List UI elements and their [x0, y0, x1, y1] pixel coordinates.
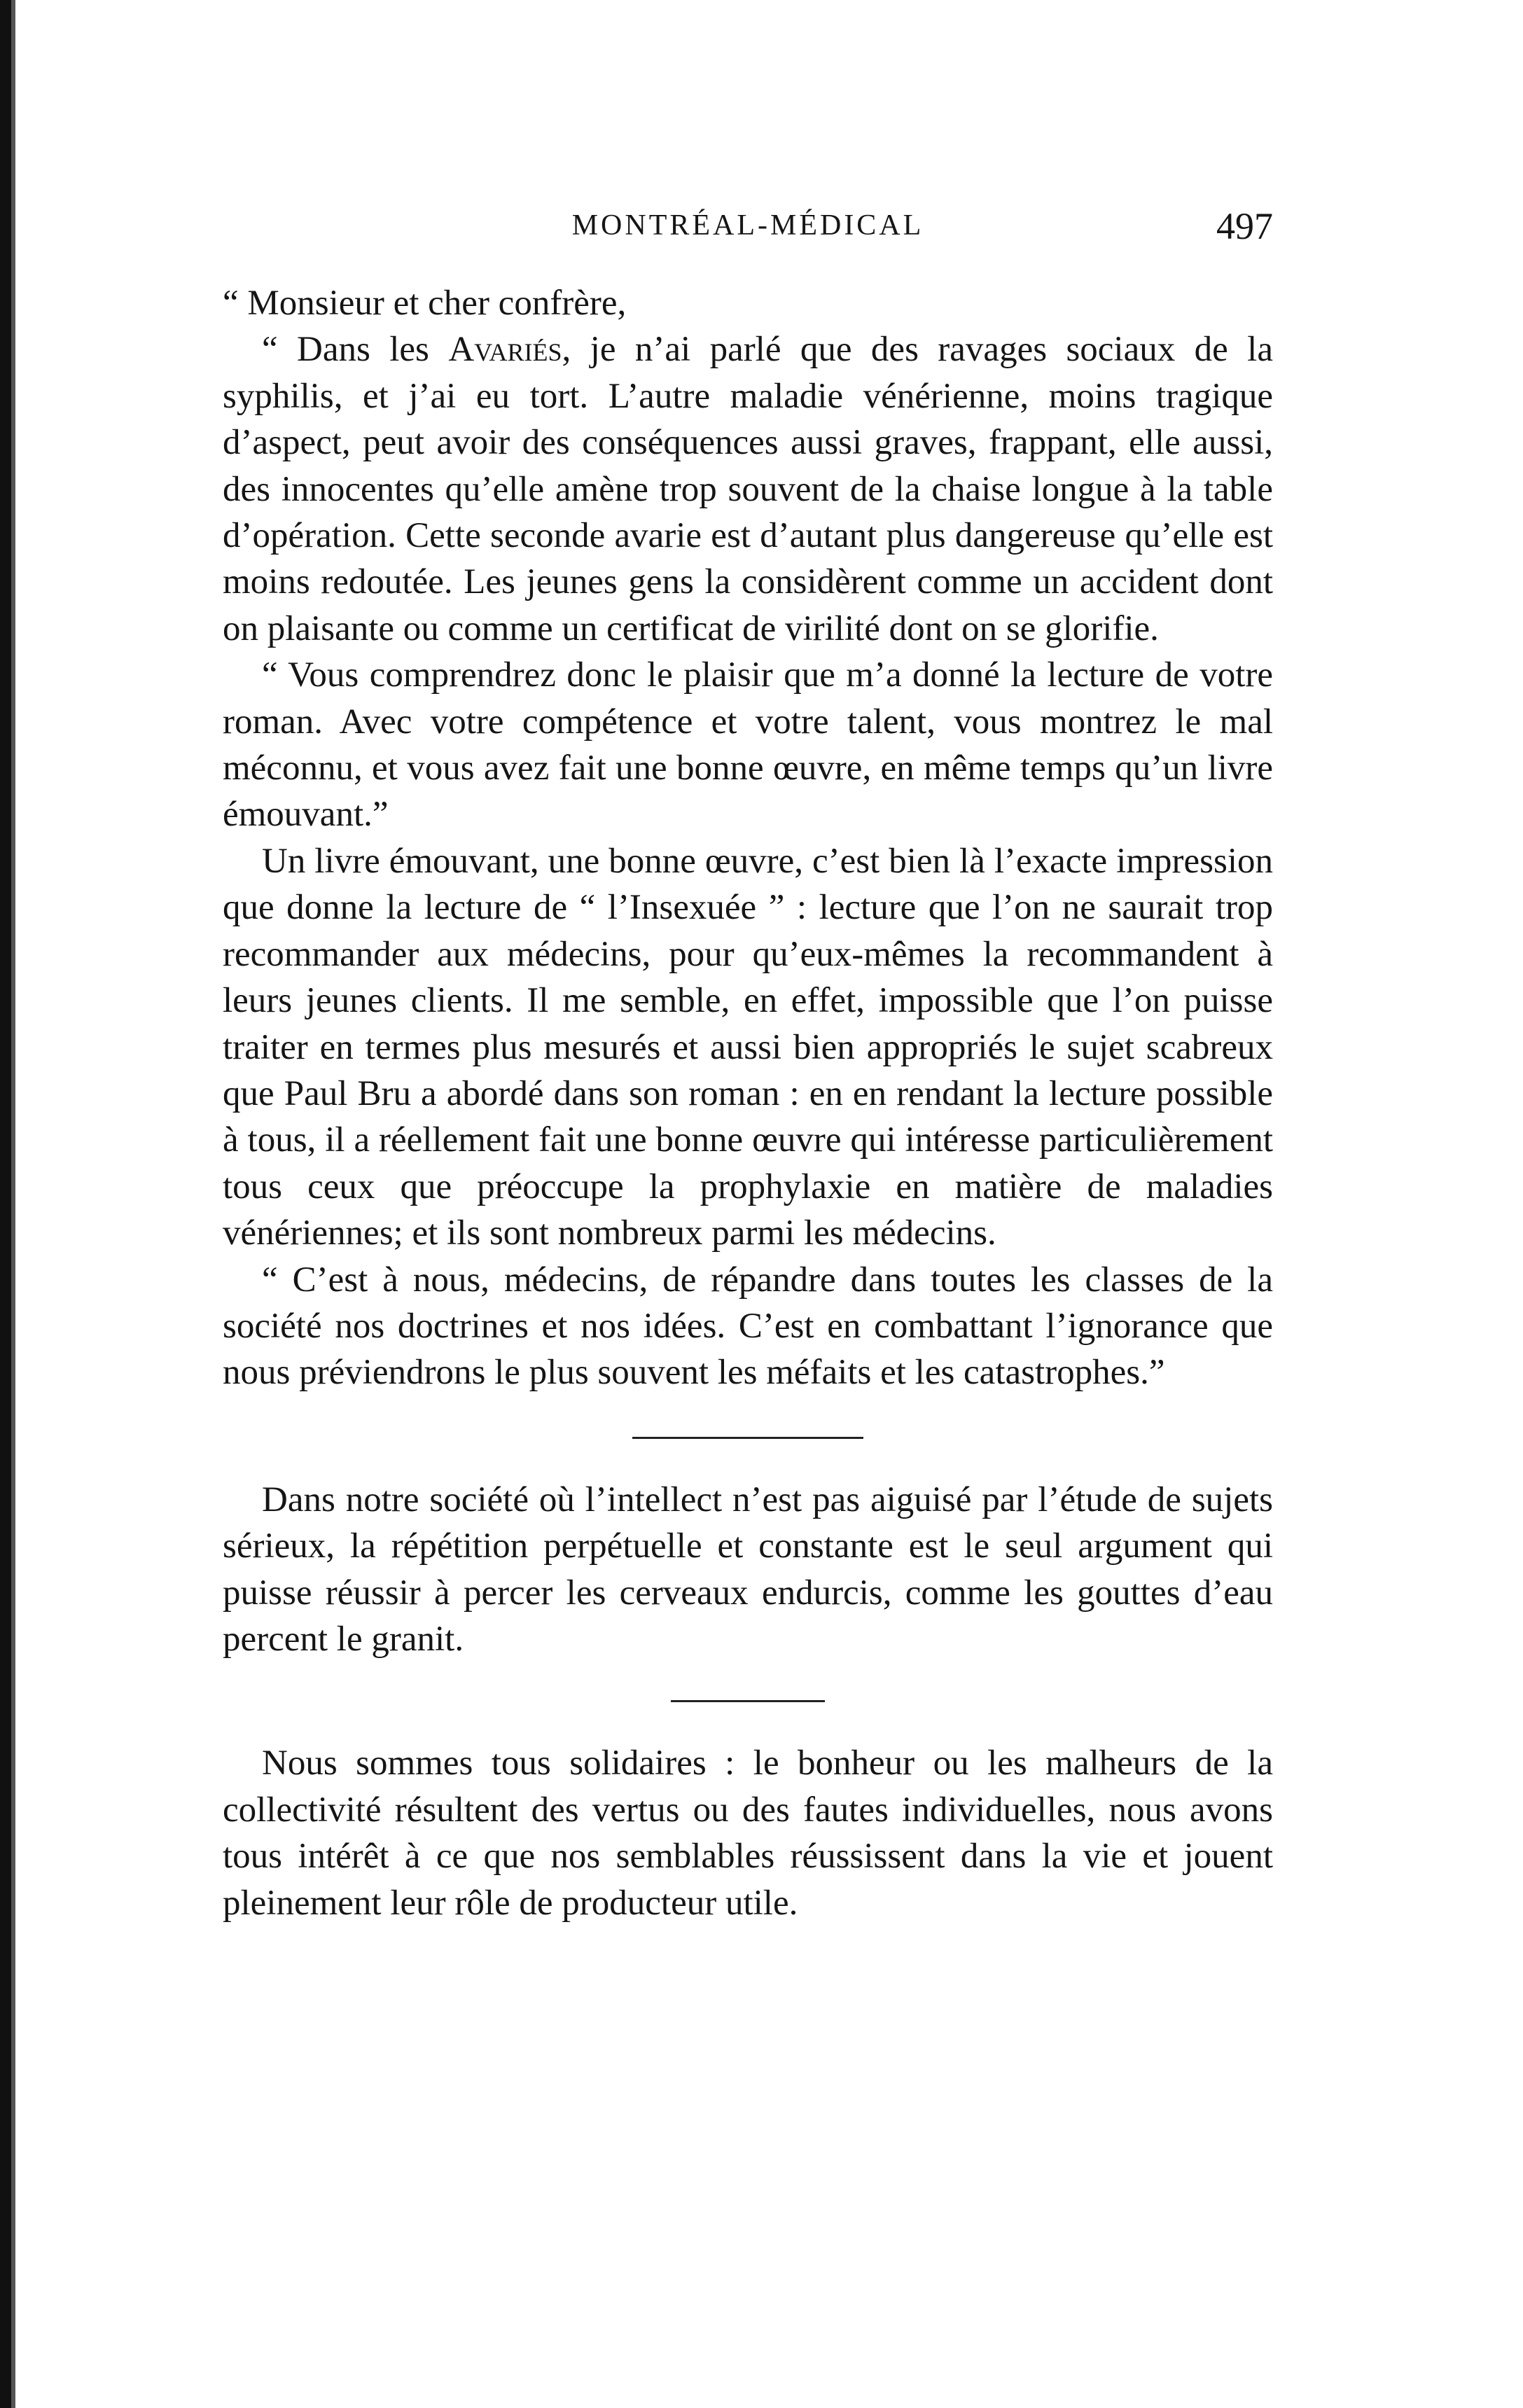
page-binding-edge	[0, 0, 11, 2408]
letter-salutation: “ Monsieur et cher confrère,	[223, 284, 627, 323]
divider-spacing	[223, 1439, 1273, 1477]
page-binding-shadow	[11, 0, 15, 2408]
running-title: MONTRÉAL-MÉDICAL	[571, 209, 924, 242]
letter-paragraph-1	[223, 326, 1273, 652]
divider-spacing	[223, 1702, 1273, 1740]
letter-paragraph-1-rest: , je n’ai parlé que des ravages sociaux de la syphilis, et j’ai eu tort. L’autre maladie vénérienne, moins tragique d’aspect, peut avoir des conséquences aussi graves, frappant, elle aussi, des innocentes qu’elle amène trop souvent de la chaise longue à la table d’opération. Cette seconde avarie est d’autant plus dangereuse qu’elle est moins redoutée. Les jeunes gens la considèrent comme un accident dont on plaisante ou comme un certificat de virilité dont on se glorifie.	[223, 330, 1273, 648]
commentary-paragraph-1: Un livre émouvant, une bonne œuvre, c’est bien là l’exacte impression que donne la lecture de “ l’Insexuée ” : lecture que l’on ne saurait trop recommander aux médecins, pour qu’eux-mêmes la recommandent à leurs jeunes clients. Il me semble, en effet, impossible que l’on puisse traiter en termes plus mesurés et aussi bien appropriés le sujet scabreux que Paul Bru a abordé dans son roman : en en rendant la lecture possible à tous, il a réellement fait une bonne œuvre qui intéresse particulièrement tous ceux que préoccupe la prophylaxie en matière de maladies vénériennes; et ils sont nombreux parmi les médecins.	[223, 841, 1273, 1253]
page-header	[223, 204, 1273, 260]
letter-paragraph-2: “ Vous comprendrez donc le plaisir que m’a donné la lecture de votre roman. Avec votre compétence et votre talent, vous montrez le mal méconnu, et vous avez fait une bonne œuvre, en même temps qu’un livre émouvant.”	[223, 655, 1273, 835]
section-2-paragraph: Dans notre société où l’intellect n’est pas aiguisé par l’étude de sujets sérieux, la répétition perpétuelle et constante est le seul argument qui puisse réussir à percer les cerveaux endurcis, comme les gouttes d’eau percent le granit.	[223, 1480, 1273, 1659]
commentary-paragraph-2: “ C’est à nous, médecins, de répandre dans toutes les classes de la société nos doctrines et nos idées. C’est en combattant l’ignorance que nous préviendrons le plus souvent les méfaits et les catastrophes.”	[223, 1260, 1273, 1393]
section-3-paragraph: Nous sommes tous solidaires : le bonheur ou les malheurs de la collectivité résultent des vertus ou des fautes individuelles, nous avons tous intérêt à ce que nos semblables réussissent dans la vie et jouent pleinement leur rôle de producteur utile.	[223, 1744, 1273, 1923]
letter-paragraph-1-start: “ Dans les	[262, 330, 449, 370]
page-number: 497	[1216, 205, 1273, 247]
book-title-avaries: Avariés	[448, 330, 562, 370]
page-body	[223, 280, 1273, 1926]
